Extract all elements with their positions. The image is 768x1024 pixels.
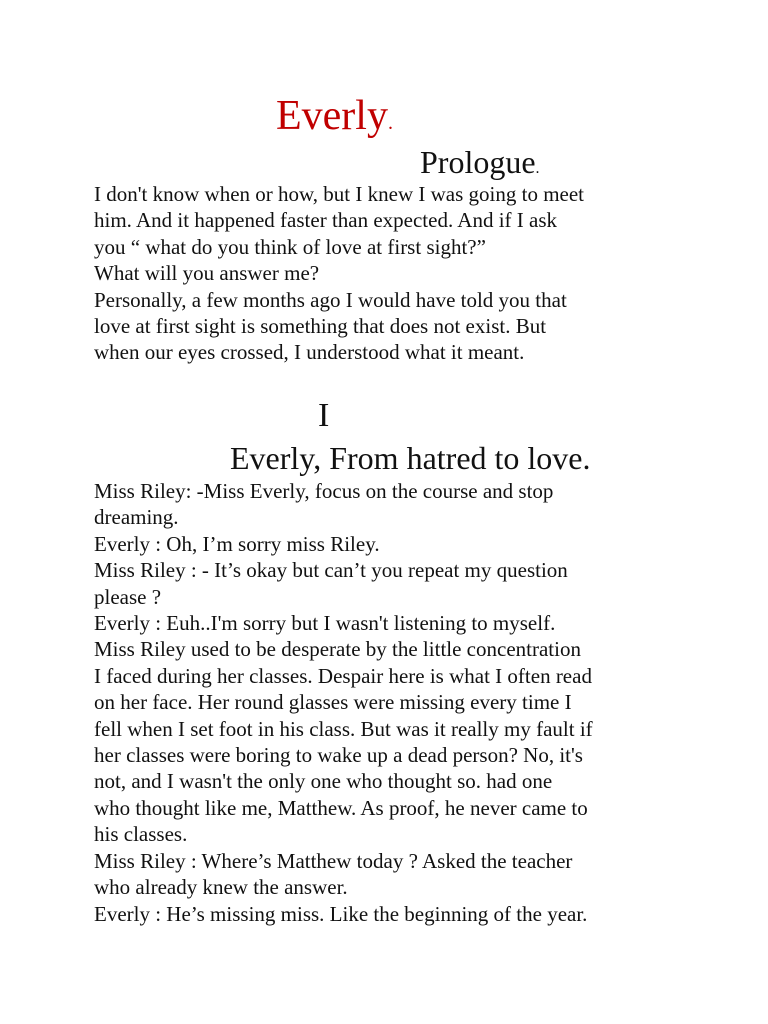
prologue-line: you “ what do you think of love at first sight?” — [94, 234, 486, 259]
prologue-line: Personally, a few months ago I would have told you that — [94, 287, 567, 312]
chapter-line: Miss Riley used to be desperate by the little concentration — [94, 637, 581, 662]
prologue-heading-text: Prologue — [420, 144, 536, 180]
chapter-line: who already knew the answer. — [94, 875, 348, 900]
prologue-paragraph — [94, 181, 734, 366]
chapter-line: Miss Riley : - It’s okay but can’t you repeat my question — [94, 558, 568, 583]
chapter-line: her classes were boring to wake up a dead person? No, it's — [94, 743, 583, 768]
chapter-line: dreaming. — [94, 505, 179, 530]
chapter-line: Everly : Euh..I'm sorry but I wasn't listening to myself. — [94, 611, 556, 636]
chapter-line: please ? — [94, 584, 162, 609]
chapter-title: Everly, From hatred to love. — [230, 440, 591, 476]
chapter-line: who thought like me, Matthew. As proof, he never came to — [94, 795, 588, 820]
prologue-line: him. And it happened faster than expected. And if I ask — [94, 208, 558, 233]
title-text: Everly — [276, 93, 388, 139]
title-dot: . — [387, 112, 393, 134]
chapter-body — [94, 478, 734, 927]
chapter-line: Everly : He’s missing miss. Like the beginning of the year. — [94, 901, 588, 926]
chapter-line: on her face. Her round glasses were missing every time I — [94, 690, 572, 715]
prologue-line: I don't know when or how, but I knew I was going to meet — [94, 182, 585, 206]
chapter-number: I — [318, 397, 330, 434]
prologue-line: What will you answer me? — [94, 261, 320, 286]
chapter-line: I faced during her classes. Despair here is what I often read — [94, 663, 592, 688]
chapter-line: his classes. — [94, 822, 188, 847]
chapter-line: not, and I wasn't the only one who thought so. had one — [94, 769, 553, 794]
prologue-line: love at first sight is something that does not exist. But — [94, 314, 547, 339]
chapter-line: Everly : Oh, I’m sorry miss Riley. — [94, 531, 380, 556]
document-title — [276, 88, 393, 151]
chapter-line: Miss Riley : Where’s Matthew today ? Asked the teacher — [94, 848, 573, 873]
chapter-line: fell when I set foot in his class. But was it really my fault if — [94, 716, 593, 741]
prologue-line: when our eyes crossed, I understood what it meant. — [94, 340, 525, 365]
prologue-heading-dot: . — [535, 160, 540, 177]
chapter-line: Miss Riley: -Miss Everly, focus on the course and stop — [94, 479, 554, 503]
